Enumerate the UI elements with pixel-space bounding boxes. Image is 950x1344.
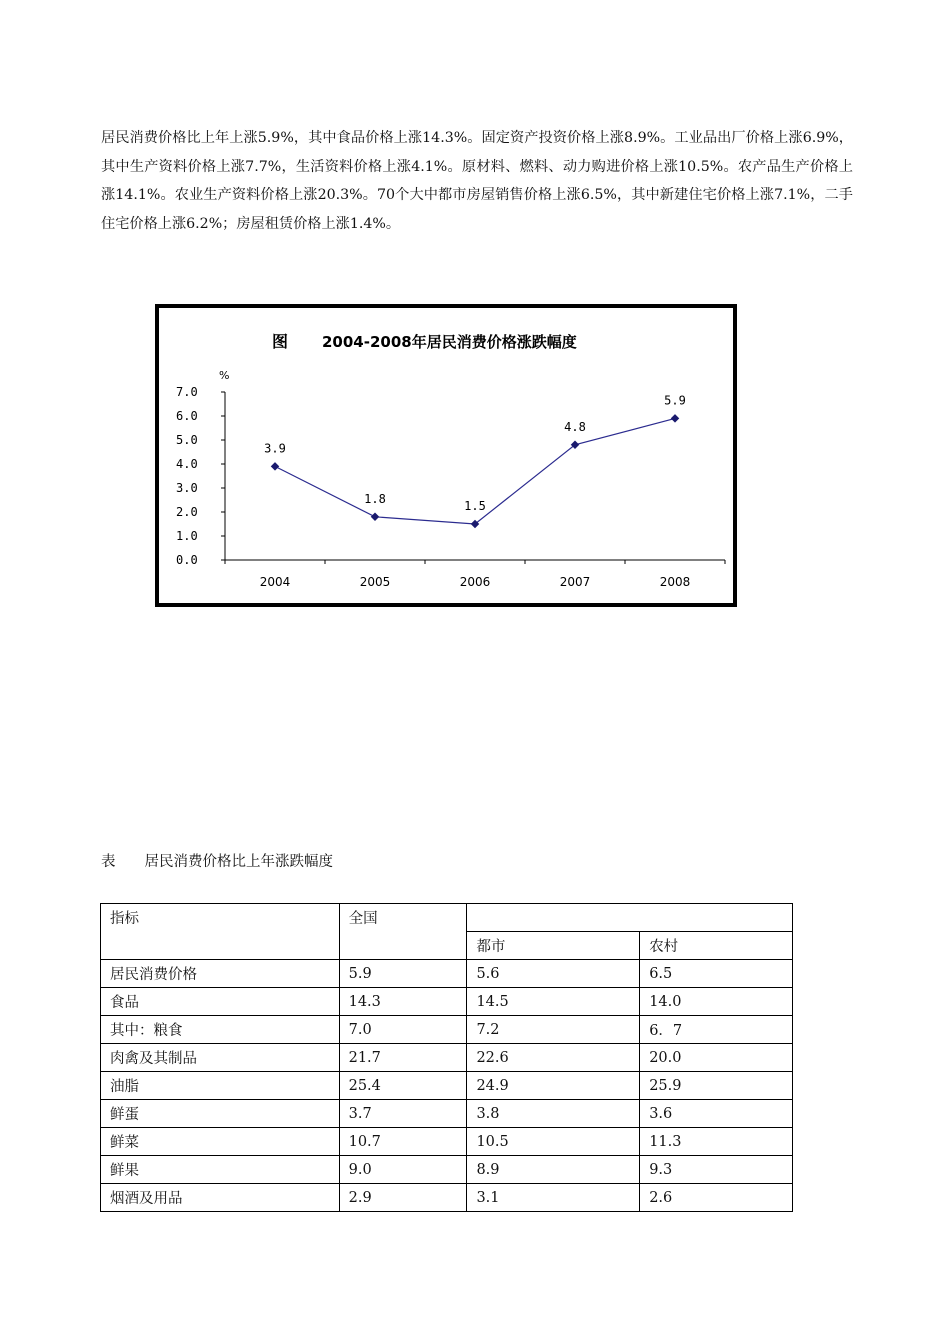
national-value-cell: 25.4 bbox=[339, 1072, 467, 1100]
row-name-cell: 食品 bbox=[101, 988, 340, 1016]
national-value-cell: 7.0 bbox=[339, 1016, 467, 1044]
data-label: 1.5 bbox=[464, 499, 486, 513]
x-tick-label: 2004 bbox=[259, 575, 291, 589]
table-row bbox=[101, 1044, 793, 1072]
y-tick-label: 7.0 bbox=[176, 385, 198, 399]
table-row bbox=[101, 1016, 793, 1044]
x-axis bbox=[225, 560, 725, 589]
chart-title: 2004-2008年居民消费价格涨跌幅度 bbox=[322, 333, 577, 351]
data-point-marker bbox=[271, 462, 279, 470]
row-name-cell: 鲜果 bbox=[101, 1156, 340, 1184]
rural-value-cell: 14.0 bbox=[640, 988, 793, 1016]
table-row bbox=[101, 1184, 793, 1212]
rural-value-cell: 25.9 bbox=[640, 1072, 793, 1100]
table-caption: 表 居民消费价格比上年涨跌幅度 bbox=[101, 854, 333, 870]
rural-value-cell: 6.5 bbox=[640, 960, 793, 988]
x-tick-label: 2008 bbox=[659, 575, 691, 589]
row-name-cell: 烟酒及用品 bbox=[101, 1184, 340, 1212]
national-value-cell: 9.0 bbox=[339, 1156, 467, 1184]
data-point-marker bbox=[671, 414, 679, 422]
urban-value-cell: 3.8 bbox=[467, 1100, 640, 1128]
y-axis-unit-label: % bbox=[219, 369, 230, 382]
header-indicator: 指标 bbox=[101, 904, 340, 960]
y-tick-label: 1.0 bbox=[176, 529, 198, 543]
national-value-cell: 14.3 bbox=[339, 988, 467, 1016]
table-header-row bbox=[101, 904, 793, 932]
data-label: 1.8 bbox=[364, 491, 386, 506]
y-tick-label: 6.0 bbox=[176, 409, 198, 423]
rural-value-cell: 2.6 bbox=[640, 1184, 793, 1212]
header-national: 全国 bbox=[339, 904, 467, 960]
table-row bbox=[101, 988, 793, 1016]
table-row bbox=[101, 1100, 793, 1128]
row-name-cell: 肉禽及其制品 bbox=[101, 1044, 340, 1072]
table-row bbox=[101, 1072, 793, 1100]
y-tick-label: 3.0 bbox=[176, 481, 198, 495]
rural-value-cell: 20.0 bbox=[640, 1044, 793, 1072]
national-value-cell: 21.7 bbox=[339, 1044, 467, 1072]
rural-value-cell: 11.3 bbox=[640, 1128, 793, 1156]
y-tick-label: 5.0 bbox=[176, 433, 198, 447]
cpi-table bbox=[100, 903, 793, 1212]
y-axis bbox=[176, 385, 225, 567]
x-tick-label: 2007 bbox=[559, 575, 591, 589]
y-tick-label: 0.0 bbox=[176, 553, 198, 567]
data-series bbox=[264, 393, 686, 528]
row-name-cell: 居民消费价格 bbox=[101, 960, 340, 988]
urban-value-cell: 22.6 bbox=[467, 1044, 640, 1072]
urban-value-cell: 3.1 bbox=[467, 1184, 640, 1212]
national-value-cell: 2.9 bbox=[339, 1184, 467, 1212]
urban-value-cell: 7.2 bbox=[467, 1016, 640, 1044]
data-label: 5.9 bbox=[664, 393, 686, 408]
urban-value-cell: 24.9 bbox=[467, 1072, 640, 1100]
national-value-cell: 10.7 bbox=[339, 1128, 467, 1156]
urban-value-cell: 14.5 bbox=[467, 988, 640, 1016]
urban-value-cell: 5.6 bbox=[467, 960, 640, 988]
rural-value-cell: 6．7 bbox=[640, 1016, 793, 1044]
header-group-blank bbox=[467, 904, 793, 932]
row-name-cell: 鲜菜 bbox=[101, 1128, 340, 1156]
header-rural: 农村 bbox=[640, 932, 793, 960]
y-tick-label: 2.0 bbox=[176, 505, 198, 519]
row-name-cell: 鲜蛋 bbox=[101, 1100, 340, 1128]
row-name-cell: 油脂 bbox=[101, 1072, 340, 1100]
table-row bbox=[101, 960, 793, 988]
header-urban: 都市 bbox=[467, 932, 640, 960]
row-name-cell: 其中：粮食 bbox=[101, 1016, 340, 1044]
table-row bbox=[101, 1128, 793, 1156]
rural-value-cell: 3.6 bbox=[640, 1100, 793, 1128]
urban-value-cell: 10.5 bbox=[467, 1128, 640, 1156]
urban-value-cell: 8.9 bbox=[467, 1156, 640, 1184]
data-label: 3.9 bbox=[264, 441, 286, 456]
data-point-marker bbox=[371, 513, 379, 521]
x-tick-label: 2005 bbox=[359, 575, 391, 589]
national-value-cell: 5.9 bbox=[339, 960, 467, 988]
chart-canvas bbox=[159, 308, 733, 603]
x-tick-label: 2006 bbox=[459, 575, 491, 589]
rural-value-cell: 9.3 bbox=[640, 1156, 793, 1184]
y-tick-label: 4.0 bbox=[176, 457, 198, 471]
data-label: 4.8 bbox=[564, 419, 586, 434]
cpi-line-chart bbox=[155, 304, 737, 607]
table-row bbox=[101, 1156, 793, 1184]
chart-title-prefix: 图 bbox=[272, 332, 289, 351]
summary-paragraph: 居民消费价格比上年上涨5.9%，其中食品价格上涨14.3%。固定资产投资价格上涨8.9%。工业品出厂价格上涨6.9%，其中生产资料价格上涨7.7%，生活资料价格上涨4.1%。原材料、燃料、动力购进价格上涨10.5%。农产品生产价格上涨14.1%。农业生产资料价格上涨20.3%。70个大中都市房屋销售价格上涨6.5%，其中新建住宅价格上涨7.1%，二手住宅价格上涨6.2%；房屋租赁价格上涨1.4%。 bbox=[101, 130, 853, 232]
national-value-cell: 3.7 bbox=[339, 1100, 467, 1128]
